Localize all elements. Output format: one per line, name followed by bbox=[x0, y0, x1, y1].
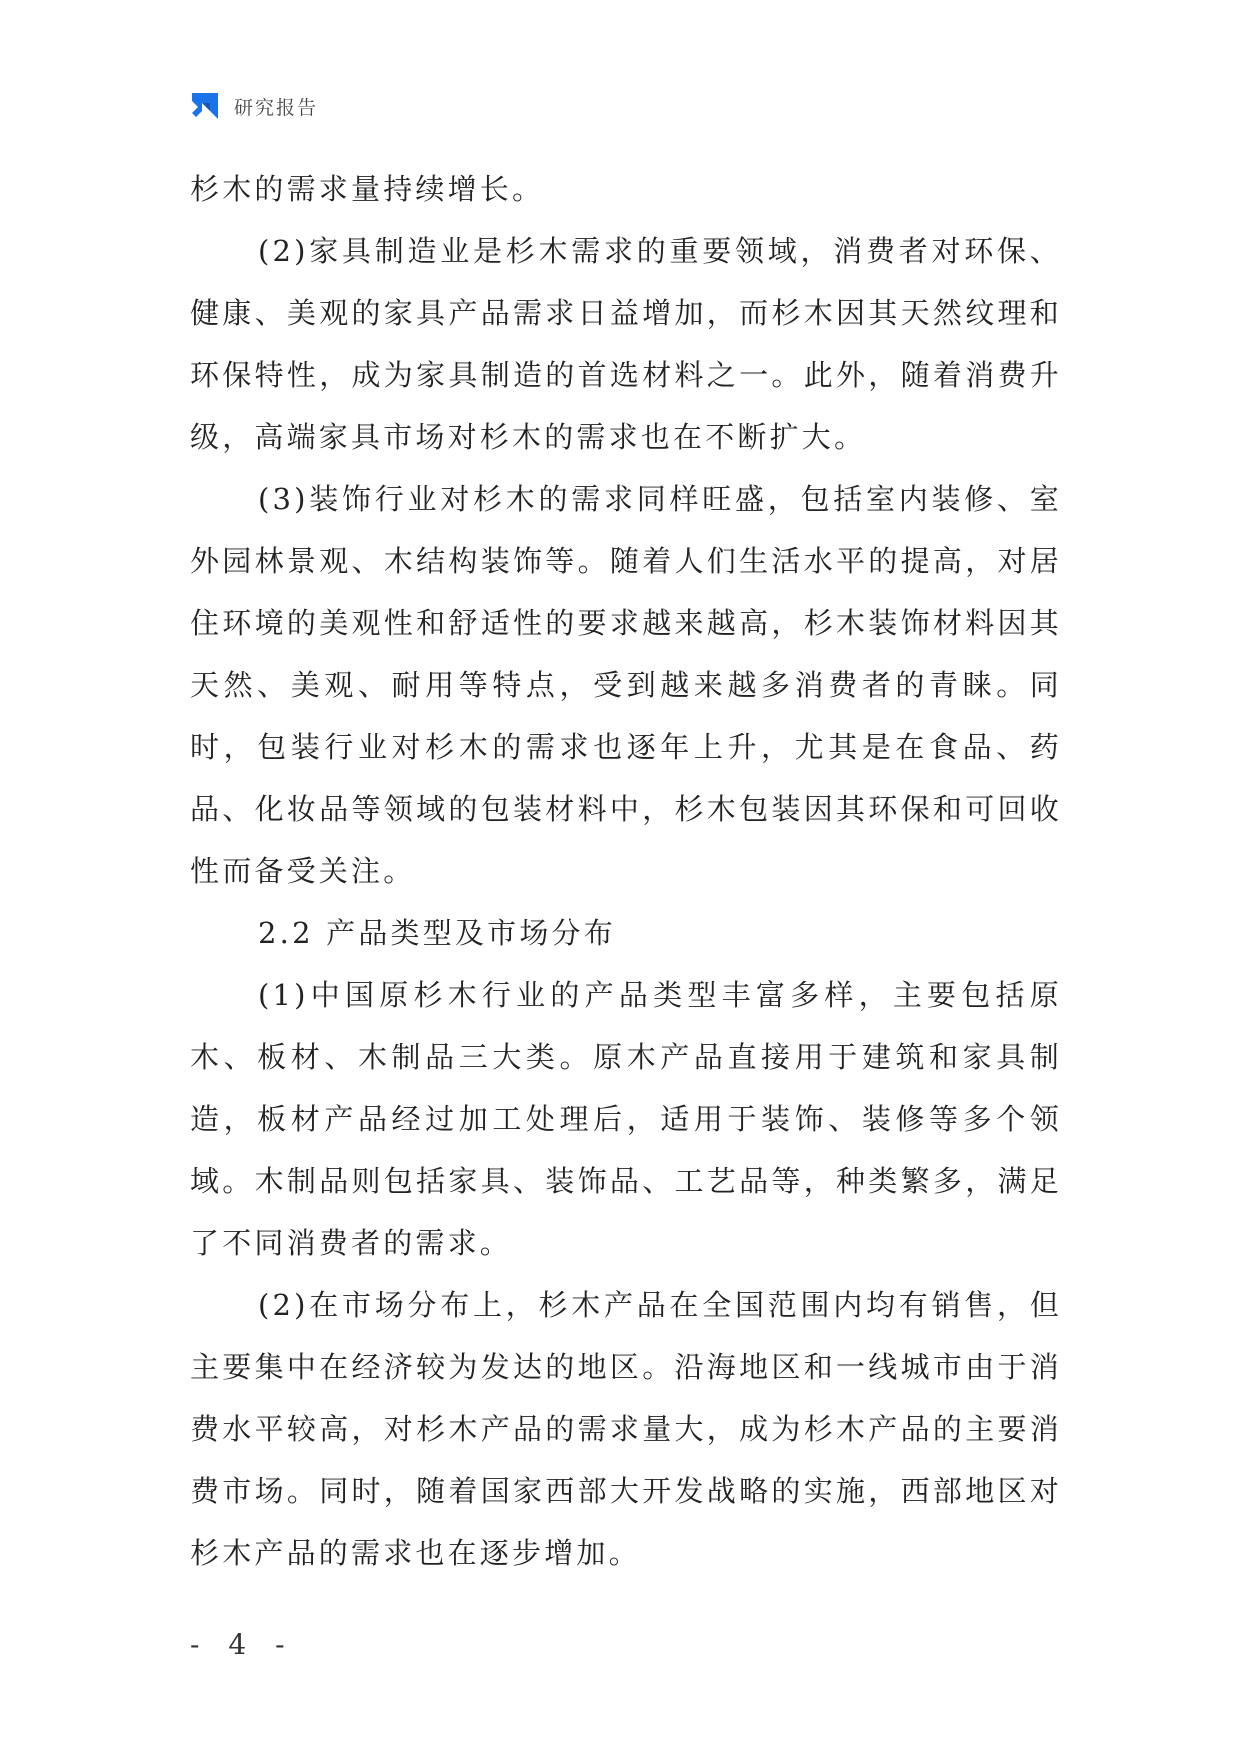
paragraph-market-distribution: (2)在市场分布上，杉木产品在全国范围内均有销售，但主要集中在经济较为发达的地区。沿海地区和一线城市由于消费水平较高，对杉木产品的需求量大，成为杉木产品的主要消费市场。同时，随着国家西部大开发战略的实施，西部地区对杉木产品的需求也在逐步增加。 bbox=[190, 1288, 1062, 1570]
paragraph-continuation: 杉木的需求量持续增长。 bbox=[190, 172, 545, 206]
section-heading: 2.2 产品类型及市场分布 bbox=[258, 916, 616, 950]
page-number: - 4 - bbox=[190, 1628, 295, 1661]
document-body bbox=[190, 158, 1062, 1584]
paragraph-decoration: (3)装饰行业对杉木的需求同样旺盛，包括室内装修、室外园林景观、木结构装饰等。随着人们生活水平的提高，对居住环境的美观性和舒适性的要求越来越高，杉木装饰材料因其天然、美观、耐用等特点，受到越来越多消费者的青睐。同时，包装行业对杉木的需求也逐年上升，尤其是在食品、药品、化妆品等领域的包装材料中，杉木包装因其环保和可回收性而备受关注。 bbox=[190, 482, 1062, 888]
paragraph-furniture: (2)家具制造业是杉木需求的重要领域，消费者对环保、健康、美观的家具产品需求日益增加，而杉木因其天然纹理和环保特性，成为家具制造的首选材料之一。此外，随着消费升级，高端家具市场对杉木的需求也在不断扩大。 bbox=[190, 234, 1062, 454]
page-header bbox=[188, 88, 318, 124]
paragraph-product-types: (1)中国原杉木行业的产品类型丰富多样，主要包括原木、板材、木制品三大类。原木产品直接用于建筑和家具制造，板材产品经过加工处理后，适用于装饰、装修等多个领域。木制品则包括家具、装饰品、工艺品等，种类繁多，满足了不同消费者的需求。 bbox=[190, 978, 1062, 1260]
arrow-up-right-icon bbox=[188, 89, 222, 123]
report-title: 研究报告 bbox=[234, 96, 319, 119]
